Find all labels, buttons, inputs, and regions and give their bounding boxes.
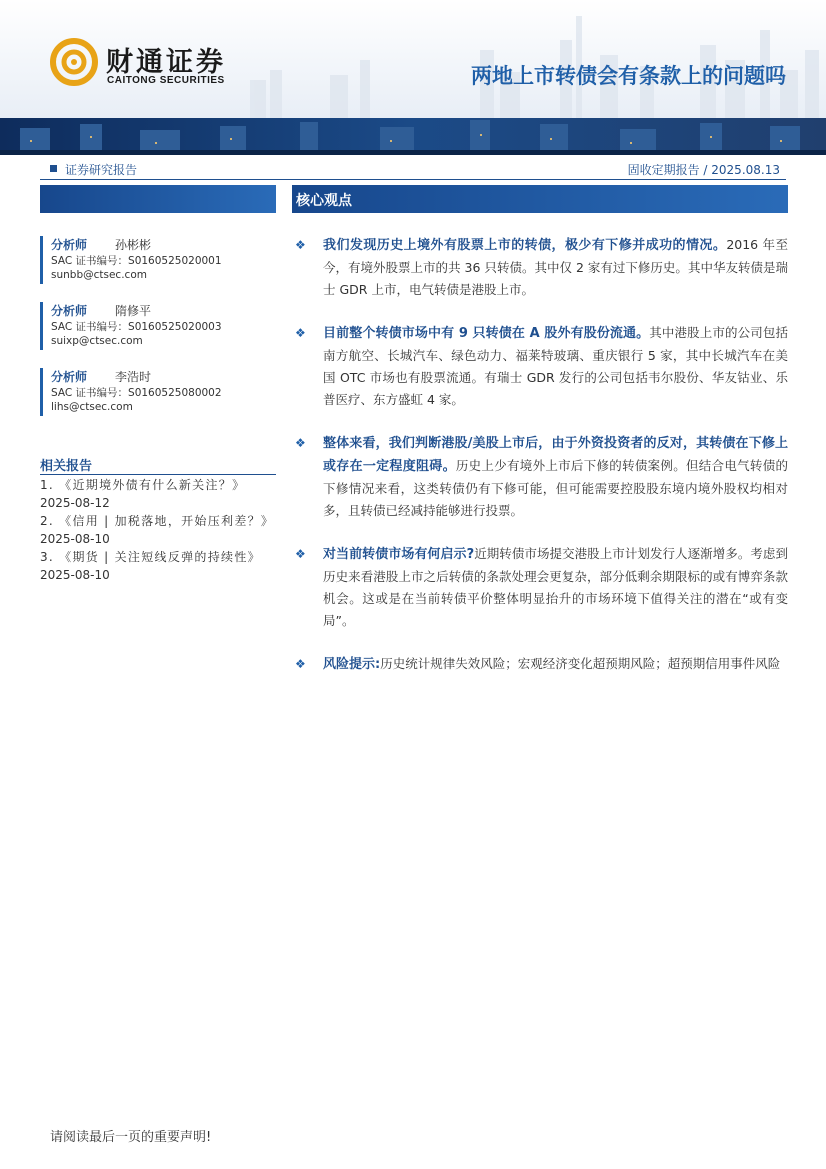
analyst-accent-bar xyxy=(40,302,43,350)
logo-english-name: CAITONG SECURITIES xyxy=(107,75,225,86)
related-report-item[interactable] xyxy=(40,512,276,548)
logo-mark-icon xyxy=(50,38,98,86)
category-date: 固收定期报告 / 2025.08.13 xyxy=(627,163,780,177)
related-report-item[interactable] xyxy=(40,476,276,512)
subheader-divider xyxy=(40,179,786,180)
report-title: 两地上市转债会有条款上的问题吗 xyxy=(471,64,786,88)
core-views-title: 核心观点 xyxy=(296,193,352,209)
core-point-heading: 整体来看，我们判断港股/美股上市后，由于外资投资者的反对，其转债在下修上或存在一定程度阻碍。 xyxy=(323,436,788,474)
related-reports-title: 相关报告 xyxy=(40,459,93,474)
analyst-accent-bar xyxy=(40,236,43,284)
analyst-name: 隋修平 xyxy=(115,304,152,318)
analyst-email[interactable]: lihs@ctsec.com xyxy=(51,401,133,413)
core-point xyxy=(292,543,788,632)
core-point-heading: 对当前转债市场有何启示? xyxy=(323,547,475,562)
related-report-title[interactable]: 3. 《期货 | 关注短线反弹的持续性》 xyxy=(40,550,261,564)
core-point-body: 历史上少有境外上市后下修的转债案例。但结合电气转债的下修情况来看，这类转债仍有下修可能，但可能需要控股股东境内境外股权均相对多，且转债已经减持能够进行投票。 xyxy=(323,458,788,518)
report-type-label: 证券研究报告 xyxy=(65,163,138,177)
report-header xyxy=(0,0,826,155)
related-report-title[interactable]: 2. 《信用 | 加税落地，开始压利差？》 xyxy=(40,514,275,528)
core-point xyxy=(292,653,788,676)
core-point xyxy=(292,432,788,522)
analyst-sac-number: SAC 证书编号：S0160525080002 xyxy=(51,387,222,399)
logo-chinese-name: 财通证券 xyxy=(106,47,226,78)
analyst-email[interactable]: sunbb@ctsec.com xyxy=(51,269,147,281)
core-point-heading: 风险提示: xyxy=(323,657,381,672)
core-point-heading: 目前整个转债市场中有 9 只转债在 A 股外有股份流通。 xyxy=(323,326,650,341)
related-reports-divider xyxy=(40,474,276,475)
analyst-role: 分析师 xyxy=(51,370,88,384)
core-views-header xyxy=(292,185,788,213)
core-point-body: 2016 年至今，有境外股票上市的共 36 只转债。其中仅 2 家有过下修历史。其中华友转债是瑞士 GDR 上市，电气转债是港股上市。 xyxy=(323,237,788,297)
analyst-name: 李浩时 xyxy=(115,370,152,384)
related-report-item[interactable] xyxy=(40,548,276,584)
analyst-accent-bar xyxy=(40,368,43,416)
square-bullet-icon xyxy=(50,165,57,172)
core-point xyxy=(292,322,788,411)
core-point-body: 历史统计规律失效风险；宏观经济变化超预期风险；超预期信用事件风险 xyxy=(380,656,781,671)
left-column-bar xyxy=(40,185,276,213)
company-logo xyxy=(50,38,300,94)
analyst-card xyxy=(40,368,276,422)
analyst-sac-number: SAC 证书编号：S0160525020001 xyxy=(51,255,222,267)
core-points-list xyxy=(292,234,788,676)
analyst-sac-number: SAC 证书编号：S0160525020003 xyxy=(51,321,222,333)
related-report-date: 2025-08-10 xyxy=(40,532,110,546)
related-reports-list xyxy=(40,476,276,584)
related-report-title[interactable]: 1. 《近期境外债有什么新关注？》 xyxy=(40,478,246,492)
diamond-bullet-icon: ❖ xyxy=(295,436,306,450)
diamond-bullet-icon: ❖ xyxy=(295,657,306,671)
diamond-bullet-icon: ❖ xyxy=(295,238,306,252)
related-report-date: 2025-08-12 xyxy=(40,496,110,510)
footer-notice: 请阅读最后一页的重要声明! xyxy=(50,1130,212,1145)
diamond-bullet-icon: ❖ xyxy=(295,547,306,561)
analyst-role: 分析师 xyxy=(51,304,88,318)
diamond-bullet-icon: ❖ xyxy=(295,326,306,340)
analyst-name: 孙彬彬 xyxy=(115,238,152,252)
analyst-card xyxy=(40,236,276,290)
core-point-body: 其中港股上市的公司包括南方航空、长城汽车、绿色动力、福莱特玻璃、重庆银行 5 家，其中长城汽车在美国 OTC 市场也有股票流通。有瑞士 GDR 发行的公司包括韦尔股份、华友钴业、乐普医疗、东方盛虹 4 家。 xyxy=(323,325,788,407)
analyst-email[interactable]: suixp@ctsec.com xyxy=(51,335,143,347)
related-report-date: 2025-08-10 xyxy=(40,568,110,582)
subheader xyxy=(40,160,786,178)
core-point xyxy=(292,234,788,301)
analyst-card xyxy=(40,302,276,356)
analyst-role: 分析师 xyxy=(51,238,88,252)
core-point-body: 近期转债市场提交港股上市计划发行人逐渐增多。考虑到历史来看港股上市之后转债的条款处理会更复杂，部分低剩余期限标的或有博弈条款机会。这或是在当前转债平价整体明显抬升的市场环境下值得关注的潜在“或有变局”。 xyxy=(323,546,788,628)
core-point-heading: 我们发现历史上境外有股票上市的转债，极少有下修并成功的情况。 xyxy=(323,238,727,253)
